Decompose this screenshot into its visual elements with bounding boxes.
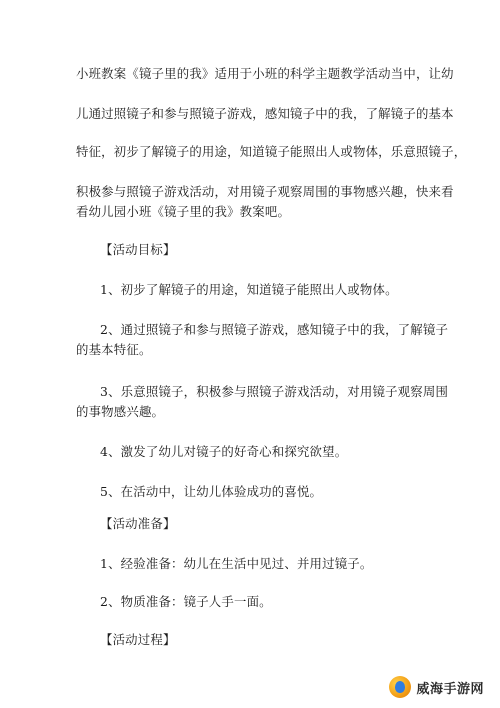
section-heading-preparation: 【活动准备】 [100, 516, 176, 531]
intro-line-5: 看幼儿园小班《镜子里的我》教案吧。 [76, 204, 291, 219]
game-site-logo-icon [389, 676, 411, 698]
section-heading-goals: 【活动目标】 [100, 242, 176, 257]
site-watermark [385, 674, 492, 700]
preparation-item-1: 1、经验准备：幼儿在生活中见过、并用过镜子。 [100, 556, 373, 571]
goal-item-5: 5、在活动中，让幼儿体验成功的喜悦。 [100, 484, 323, 499]
intro-line-2: 儿通过照镜子和参与照镜子游戏，感知镜子中的我，了解镜子的基本 [76, 106, 454, 121]
section-heading-process: 【活动过程】 [100, 632, 176, 647]
goal-item-3-line-1: 3、乐意照镜子，积极参与照镜子游戏活动，对用镜子观察周围 [100, 384, 449, 399]
watermark-text: 威海手游网 [416, 681, 484, 697]
goal-item-3-line-2: 的事物感兴趣。 [76, 404, 165, 419]
intro-line-3: 特征，初步了解镜子的用途，知道镜子能照出人或物体，乐意照镜子， [76, 144, 467, 159]
intro-line-4: 积极参与照镜子游戏活动，对用镜子观察周围的事物感兴趣，快来看 [76, 184, 454, 199]
preparation-item-2: 2、物质准备：镜子人手一面。 [100, 594, 272, 609]
goal-item-4: 4、激发了幼儿对镜子的好奇心和探究欲望。 [100, 444, 348, 459]
goal-item-2-line-1: 2、通过照镜子和参与照镜子游戏，感知镜子中的我，了解镜子 [100, 322, 449, 337]
goal-item-2-line-2: 的基本特征。 [76, 342, 152, 357]
goal-item-1: 1、初步了解镜子的用途，知道镜子能照出人或物体。 [100, 282, 398, 297]
intro-line-1: 小班教案《镜子里的我》适用于小班的科学主题教学活动当中，让幼 [76, 66, 454, 81]
